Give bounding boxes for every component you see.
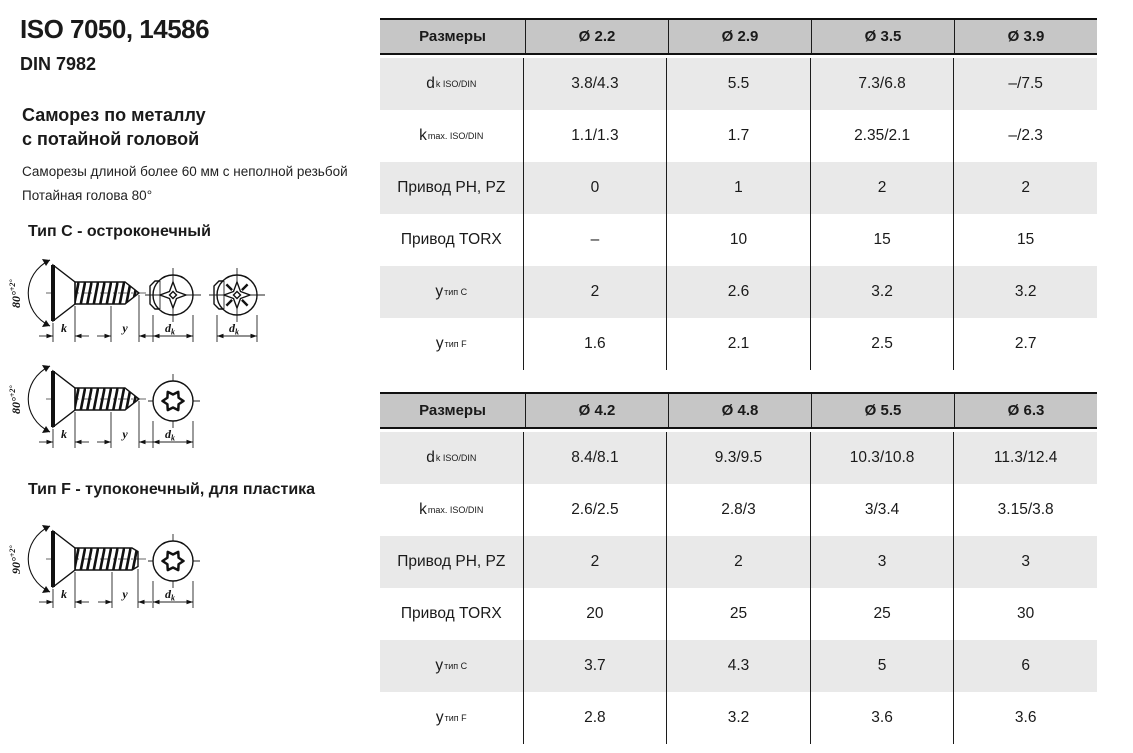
- table-body: [380, 432, 1097, 744]
- column-header: Ø 2.9: [668, 20, 811, 53]
- svg-text:k: k: [61, 427, 67, 441]
- row-label: Привод TORX: [400, 231, 502, 248]
- row-label: d k ISO/DIN: [426, 449, 477, 466]
- value-cell: 3.2: [666, 692, 810, 744]
- note-line2: Потайная голова 80°: [22, 187, 153, 203]
- value-cell: 3.2: [810, 266, 954, 318]
- svg-text:y: y: [122, 321, 128, 335]
- value-cell: 9.3/9.5: [666, 432, 810, 484]
- column-header: Ø 3.5: [811, 20, 954, 53]
- value-cell: 5: [810, 640, 954, 692]
- value-cell: 1.6: [523, 318, 667, 370]
- value-cell: 0: [523, 162, 667, 214]
- value-cell: –/2.3: [953, 110, 1097, 162]
- svg-text:dk: $d_k$: [165, 587, 175, 603]
- ph-head-view: [145, 268, 201, 322]
- table-row: [380, 58, 1097, 110]
- value-cell: 2.8/3: [666, 484, 810, 536]
- value-cell: 6: [953, 640, 1097, 692]
- row-label: y тип F: [435, 335, 467, 352]
- angle-label: 80°$^{+2^\circ}$: [8, 279, 23, 308]
- value-cell: 30: [953, 588, 1097, 640]
- product-name-line1: Саморез по металлу: [22, 105, 206, 125]
- value-cell: 3.7: [523, 640, 667, 692]
- table-row: [380, 266, 1097, 318]
- y-dimension: [98, 569, 152, 608]
- table-row: [380, 588, 1097, 640]
- type-f-drawing-torx: [8, 514, 208, 629]
- value-cell: 1.1/1.3: [523, 110, 667, 162]
- type-c-drawing-torx: [8, 354, 208, 459]
- row-label: Привод TORX: [400, 605, 502, 622]
- table-row: [380, 536, 1097, 588]
- value-cell: 3: [953, 536, 1097, 588]
- value-cell: 15: [810, 214, 954, 266]
- row-label: Привод PH, PZ: [397, 179, 506, 196]
- value-cell: 20: [523, 588, 667, 640]
- value-cell: 3/3.4: [810, 484, 954, 536]
- screw-side-view-pointed: [8, 259, 148, 327]
- svg-text:y: y: [122, 427, 128, 441]
- value-cell: 3: [810, 536, 954, 588]
- value-cell: 2.6: [666, 266, 810, 318]
- value-cell: 2: [523, 536, 667, 588]
- value-cell: 2: [953, 162, 1097, 214]
- row-label: k max. ISO/DIN: [419, 501, 484, 518]
- screw-side-view-pointed: [8, 365, 148, 433]
- value-cell: 25: [810, 588, 954, 640]
- svg-text:k: k: [61, 321, 67, 335]
- torx-head-view: [148, 534, 200, 588]
- page-title: ISO 7050, 14586: [20, 14, 210, 44]
- section-label-type-c: Тип C - остроконечный: [28, 223, 211, 240]
- table-row: [380, 214, 1097, 266]
- row-label: y тип C: [435, 657, 468, 674]
- row-label: d k ISO/DIN: [426, 75, 477, 92]
- pz-head-view: [209, 268, 265, 322]
- value-cell: 1.7: [666, 110, 810, 162]
- table-row: [380, 110, 1097, 162]
- page-subtitle: DIN 7982: [20, 54, 97, 74]
- value-cell: 2.7: [953, 318, 1097, 370]
- value-cell: 2.1: [666, 318, 810, 370]
- value-cell: 25: [666, 588, 810, 640]
- section-label-type-f: Тип F - тупоконечный, для пластика: [28, 481, 316, 498]
- torx-head-view: [148, 374, 200, 428]
- screw-side-view-blunt: [8, 525, 148, 593]
- value-cell: 2.5: [810, 318, 954, 370]
- value-cell: 3.15/3.8: [953, 484, 1097, 536]
- table-body: [380, 58, 1097, 370]
- value-cell: 15: [953, 214, 1097, 266]
- angle-label: 90°$^{+2^\circ}$: [8, 545, 23, 574]
- value-cell: 3.2: [953, 266, 1097, 318]
- column-header: Ø 4.2: [525, 394, 668, 427]
- table-row: [380, 640, 1097, 692]
- svg-text:dk: $d_k$: [165, 321, 175, 337]
- type-c-drawing-ph-pz: [8, 248, 288, 348]
- product-name-line2: с потайной головой: [22, 129, 200, 150]
- angle-label: 80°$^{+2^\circ}$: [8, 385, 23, 414]
- table-row: [380, 162, 1097, 214]
- table-row: [380, 692, 1097, 744]
- note-line1: Саморезы длиной более 60 мм с неполной резьбой: [22, 164, 348, 179]
- dimensions-table-large-diameters: [380, 392, 1097, 744]
- table-row: [380, 318, 1097, 370]
- table-corner-header: Размеры: [419, 402, 486, 419]
- value-cell: 2.8: [523, 692, 667, 744]
- value-cell: 2.35/2.1: [810, 110, 954, 162]
- svg-text:y: y: [122, 587, 128, 601]
- svg-text:dk: $d_k$: [165, 427, 175, 443]
- column-header: Ø 2.2: [525, 20, 668, 53]
- value-cell: 10: [666, 214, 810, 266]
- value-cell: 2: [523, 266, 667, 318]
- value-cell: 3.8/4.3: [523, 58, 667, 110]
- value-cell: 3.6: [810, 692, 954, 744]
- table-corner-header: Размеры: [419, 28, 486, 45]
- value-cell: 11.3/12.4: [953, 432, 1097, 484]
- value-cell: 10.3/10.8: [810, 432, 954, 484]
- column-header: Ø 4.8: [668, 394, 811, 427]
- row-label: k max. ISO/DIN: [419, 127, 484, 144]
- column-header: Ø 3.9: [954, 20, 1097, 53]
- value-cell: 3.6: [953, 692, 1097, 744]
- value-cell: 1: [666, 162, 810, 214]
- value-cell: 2: [810, 162, 954, 214]
- value-cell: 2.6/2.5: [523, 484, 667, 536]
- table-header-row: [380, 392, 1097, 429]
- product-name: [22, 103, 206, 152]
- value-cell: 4.3: [666, 640, 810, 692]
- svg-text:dk: $d_k$: [229, 321, 239, 337]
- row-label: Привод PH, PZ: [397, 553, 506, 570]
- row-label: y тип C: [435, 283, 468, 300]
- column-header: Ø 6.3: [954, 394, 1097, 427]
- value-cell: –: [523, 214, 667, 266]
- dimensions-table-small-diameters: [380, 18, 1097, 370]
- row-label: y тип F: [435, 709, 467, 726]
- value-cell: 2: [666, 536, 810, 588]
- value-cell: 5.5: [666, 58, 810, 110]
- value-cell: –/7.5: [953, 58, 1097, 110]
- product-notes: [22, 160, 348, 207]
- value-cell: 7.3/6.8: [810, 58, 954, 110]
- table-row: [380, 484, 1097, 536]
- svg-text:k: k: [61, 587, 67, 601]
- table-header-row: [380, 18, 1097, 55]
- table-row: [380, 432, 1097, 484]
- column-header: Ø 5.5: [811, 394, 954, 427]
- value-cell: 8.4/8.1: [523, 432, 667, 484]
